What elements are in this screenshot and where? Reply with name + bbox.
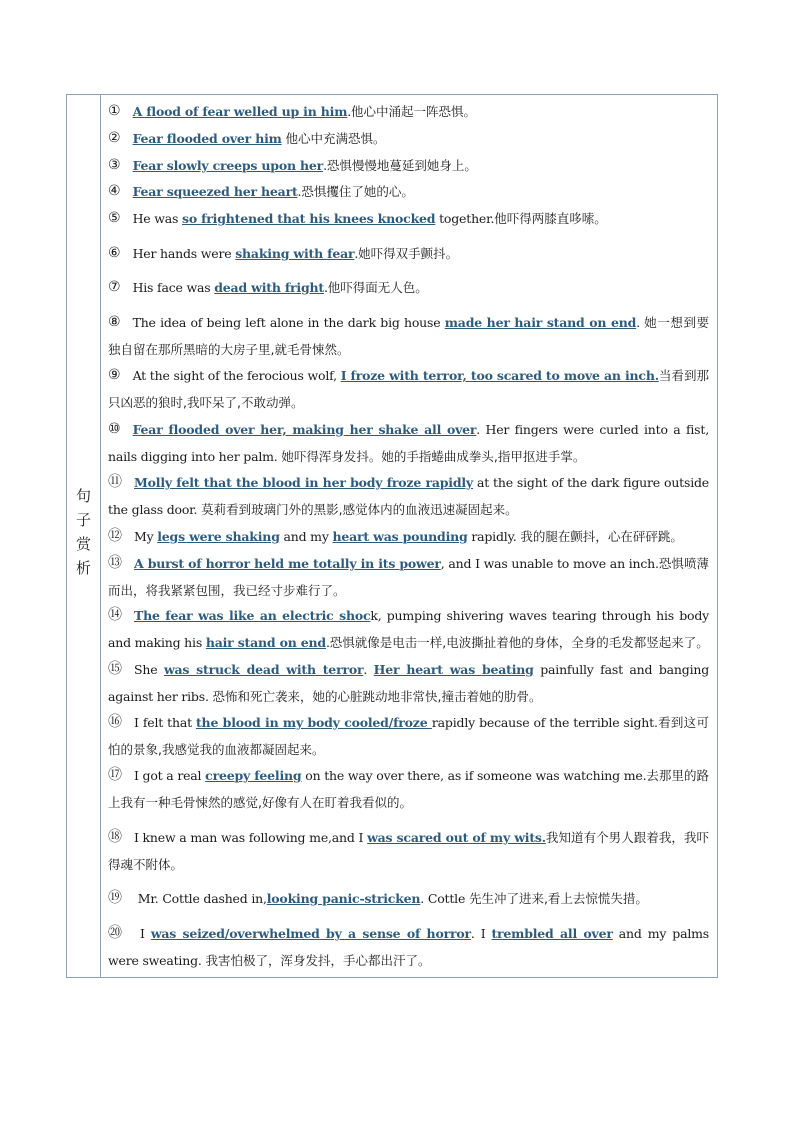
- sentence-text: rapidly.: [467, 529, 521, 544]
- chinese-translation: 恐惧慢慢地蔓延到她身上。: [326, 158, 477, 173]
- sentence-item: [108, 98, 709, 125]
- highlighted-phrase: heart was pounding: [332, 529, 468, 544]
- chinese-translation: 我知道有个男人跟着我，我吓得魂不附体。: [108, 830, 709, 872]
- highlighted-phrase: so frightened that his knees knocked: [181, 211, 436, 226]
- sentence-item: [108, 125, 709, 152]
- item-number-badge: ⑦: [108, 279, 121, 295]
- sentence-item: [108, 416, 709, 470]
- item-number-badge: ⑳: [108, 925, 122, 941]
- sentence-text: He was: [132, 211, 182, 226]
- highlighted-phrase: hair stand on end: [205, 635, 326, 650]
- chinese-translation: 恐怖和死亡袭来，她的心脏跳动地非常快,撞击着她的肋骨。: [212, 689, 542, 704]
- sentence-text: .: [323, 158, 327, 173]
- sentence-text: . Cottle: [420, 891, 469, 906]
- sentence-text: .: [636, 315, 645, 330]
- sentence-item: [108, 523, 709, 550]
- sentence-item: [108, 309, 709, 363]
- sentence-text: and my palms were sweating.: [108, 926, 709, 968]
- item-number-badge: ④: [108, 183, 121, 199]
- item-number-badge: ⑪: [108, 474, 122, 490]
- chinese-translation: 我的腿在颤抖，心在砰砰跳。: [520, 529, 683, 544]
- sentence-item: [108, 274, 709, 301]
- highlighted-phrase: was seized/overwhelmed by a sense of horror: [150, 926, 471, 941]
- sentence-text: I: [134, 926, 151, 941]
- sentence-text: .: [347, 104, 352, 119]
- sentence-text: . Her fingers were curled into a fist, nails digging into her palm.: [108, 422, 709, 464]
- sentence-text: .: [363, 662, 374, 677]
- item-number-badge: ⑧: [108, 314, 121, 330]
- highlighted-phrase: I froze with terror, too scared to move an inch.: [340, 368, 659, 383]
- sentence-item: [108, 469, 709, 523]
- item-number-badge: ⑬: [108, 555, 122, 571]
- highlighted-phrase: A flood of fear welled up in him: [132, 104, 348, 119]
- sentence-item: [108, 709, 709, 763]
- chinese-translation: 恐惧攫住了她的心。: [301, 184, 414, 199]
- sentence-item: [108, 920, 709, 974]
- sentence-text: Mr. Cottle dashed in,: [134, 891, 267, 906]
- highlighted-phrase: was scared out of my wits.: [367, 830, 546, 845]
- chinese-translation: 我害怕极了，浑身发抖，手心都出汗了。: [205, 953, 431, 968]
- sentence-text: , and I was unable to move an inch.: [440, 556, 659, 571]
- sentence-item: [108, 550, 709, 604]
- highlighted-phrase: trembled all over: [491, 926, 613, 941]
- sentence-text: I felt that: [134, 715, 196, 730]
- sentence-text: She: [134, 662, 164, 677]
- chinese-translation: 恐惧就像是电击一样,电波撕扯着他的身体，全身的毛发都竖起来了。: [329, 635, 709, 650]
- item-number-badge: ②: [108, 130, 121, 146]
- sentence-text: rapidly because of the terrible sight.: [431, 715, 658, 730]
- chinese-translation: 她一想到要独自留在那所黑暗的大房子里,就毛骨悚然。: [108, 315, 709, 357]
- chinese-translation: 他吓得面无人色。: [327, 280, 428, 295]
- sentence-text: at the sight of the dark figure outside the glass door.: [108, 475, 709, 517]
- sentence-item: [108, 152, 709, 179]
- sentence-text: and my: [279, 529, 333, 544]
- highlighted-phrase: shaking with fear: [235, 246, 355, 261]
- highlighted-phrase: dead with fright: [214, 280, 324, 295]
- item-number-badge: ⑰: [108, 767, 122, 783]
- item-number-badge: ⑨: [108, 367, 121, 383]
- chinese-translation: 她吓得浑身发抖。她的手指蜷曲成拳头,指甲抠进手掌。: [281, 449, 586, 464]
- sentence-text: .: [354, 246, 359, 261]
- sentence-text: . I: [470, 926, 492, 941]
- highlighted-phrase: Fear flooded over him: [132, 131, 282, 146]
- sentence-text: His face was: [132, 280, 215, 295]
- highlighted-phrase: legs were shaking: [157, 529, 280, 544]
- sentence-item: [108, 178, 709, 205]
- sentence-item: [108, 656, 709, 710]
- chinese-translation: 看到这可怕的景象,我感觉我的血液都凝固起来。: [108, 715, 709, 757]
- sentence-item: [108, 240, 709, 267]
- highlighted-phrase: Molly felt that the blood in her body froze rapidly: [134, 475, 473, 490]
- chinese-translation: 去那里的路上我有一种毛骨悚然的感觉,好像有人在盯着我看似的。: [108, 768, 709, 810]
- item-number-badge: ③: [108, 157, 121, 173]
- analysis-table: [66, 94, 718, 978]
- sentence-text: I got a real: [134, 768, 206, 783]
- highlighted-phrase: looking panic-stricken: [266, 891, 421, 906]
- sentence-item: [108, 824, 709, 878]
- chinese-translation: 她吓得双手颤抖。: [358, 246, 459, 261]
- item-number-badge: ⑥: [108, 245, 121, 261]
- section-label-cell: [67, 95, 101, 977]
- highlighted-phrase: was struck dead with terror: [163, 662, 364, 677]
- sentence-item: [108, 885, 709, 912]
- sentence-text: .: [323, 280, 328, 295]
- item-number-badge: ⑫: [108, 528, 122, 544]
- chinese-translation: 莫莉看到玻璃门外的黑影,感觉体内的血液迅速凝固起来。: [201, 502, 518, 517]
- item-number-badge: ①: [108, 103, 121, 119]
- highlighted-phrase: Her heart was beating: [373, 662, 534, 677]
- sentence-text: painfully fast and banging against her ribs.: [108, 662, 710, 704]
- highlighted-phrase: The fear was like an electric shoc: [134, 608, 371, 623]
- highlighted-phrase: creepy feeling: [205, 768, 302, 783]
- sentence-text: The idea of being left alone in the dark big house: [132, 315, 445, 330]
- highlighted-phrase: made her hair stand on end: [444, 315, 637, 330]
- sentence-text: k, pumping shivering waves tearing through his body and making his: [108, 608, 709, 650]
- sentence-item: [108, 362, 709, 416]
- sentence-item: [108, 602, 709, 656]
- sentence-item: [108, 762, 709, 816]
- sentence-item: [108, 205, 709, 232]
- sentence-text: At the sight of the ferocious wolf,: [132, 368, 341, 383]
- section-label: 句子赏析: [74, 488, 92, 584]
- highlighted-phrase: the blood in my body cooled/froze: [195, 715, 432, 730]
- chinese-translation: 当看到那只凶恶的狼时,我吓呆了,不敢动弹。: [108, 368, 709, 410]
- item-number-badge: ⑩: [108, 421, 121, 437]
- item-number-badge: ⑱: [108, 829, 122, 845]
- item-number-badge: ⑭: [108, 607, 122, 623]
- highlighted-phrase: Fear slowly creeps upon her: [132, 158, 324, 173]
- sentence-text: My: [134, 529, 158, 544]
- highlighted-phrase: Fear squeezed her heart: [132, 184, 298, 199]
- highlighted-phrase: A burst of horror held me totally in its power: [134, 556, 441, 571]
- item-number-badge: ⑲: [108, 890, 122, 906]
- sentence-text: on the way over there, as if someone was watching me.: [301, 768, 647, 783]
- sentence-text: Her hands were: [132, 246, 236, 261]
- chinese-translation: 他心中涌起一阵恐惧。: [351, 104, 477, 119]
- item-number-badge: ⑯: [108, 714, 122, 730]
- sentence-text: together.: [435, 211, 495, 226]
- sentence-text: .: [325, 635, 330, 650]
- chinese-translation: 恐惧喷薄而出，将我紧紧包围，我已经寸步难行了。: [108, 556, 709, 598]
- chinese-translation: 他心中充满恐惧。: [285, 131, 386, 146]
- chinese-translation: 他吓得两膝直哆嗦。: [494, 211, 607, 226]
- sentence-list: [101, 95, 717, 977]
- item-number-badge: ⑮: [108, 661, 122, 677]
- sentence-text: .: [297, 184, 302, 199]
- item-number-badge: ⑤: [108, 210, 121, 226]
- highlighted-phrase: Fear flooded over her, making her shake all over: [132, 422, 477, 437]
- sentence-text: I knew a man was following me,and I: [134, 830, 368, 845]
- chinese-translation: 先生冲了进来,看上去惊慌失措。: [468, 891, 648, 906]
